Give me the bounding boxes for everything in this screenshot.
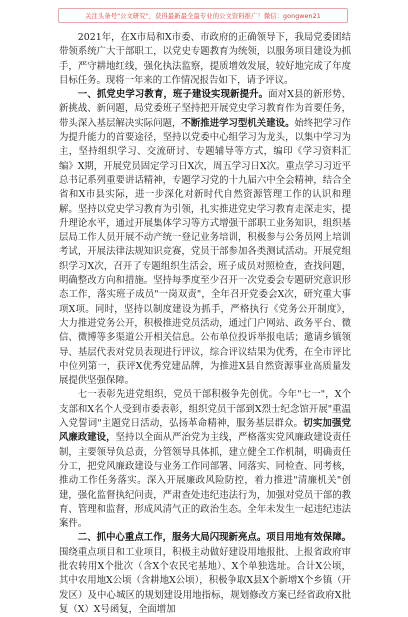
promo-banner-text: 关注头条号"公文研究"，获得最新最全最专业的公文资料推广！微信：gongwen21 [85, 13, 321, 20]
report-paragraph [59, 531, 351, 617]
body-text: 坚持以全面从严治党为主线，严格落实党风廉政建设责任制，主要领导负总责，分管领导具体抓，建立健全工作机制，明确责任分工，把党风廉政建设与业务工作同部署、同落实、同检查、同考核，推动工作任务落实。深入开展廉政风险防控，着力推进"清廉机关"创建，强化监督执纪问责，严肃查处违纪违法行为，加强对党员干部的教育、管理和监督，形成风清气正的政治生态。全年未发生一起违纪违法案件。 [59, 432, 351, 530]
body-text: 坚持每季度至少召开一次党委会专题研究意识形态工作，落实班子成员"一岗双责"，全年召开党委会X次，研究重大事项X项。同时，坚持以制度建设为抓手，严格执行《党务公开制度》，大力推进党务公开，积极推进党员活动，通过门户网站、政务平台、微信、微博等多渠道公开相关信息。公布单位投诉举报电话；邀请乡镇领导、基层代表对党员表现进行评议，综合评议结果为优秀，在全市评比中位列第一，获评X优秀党建品牌，为推进X县自然资源事业高质量发展提供坚强保障。 [59, 275, 351, 387]
report-body [59, 31, 351, 617]
report-paragraph [59, 388, 351, 531]
section-heading: 二、抓中心重点工作，服务大局闪现新亮点。项目用地有效保障。 [77, 532, 351, 544]
body-text: 始终把学习作为提升能力的首要途径，坚持以党委中心组学习为龙头，以集中学习为主，坚持组织学习、交流研讨、专题辅导等方式，编印《学习资料汇编》X期，开展党员固定学习日X次，周五学习日X次。重点学习习近平总书记系列重要讲话精神，专题学习党的十九届六中全会精神，结合全省和X市县实际，进一步深化对新时代自然资源管理工作的认识和理解。坚持以党史学习教育为引领，扎实推进党史学习教育走深走实，提升理论水平，通过开展集体学习等方式增强干部职工业务知识，组织基层局工作人员开展不动产统一登记业务培训，积极参与公务员网上培训考试，开展法律法规知识竞赛，党员干部参加各类测试活动。 [59, 117, 351, 258]
section-heading: 一、抓党史学习教育，班子建设实现新提升。 [77, 89, 269, 101]
bold-subheading: 不断推进学习型机关建设。 [181, 117, 295, 129]
body-text: 七一表彰先进党组织，党员干部积极争先创优。今年"七一"，X个支部和X名个人受到市委表彰，组织党员干部到X烈士纪念馆开展"重温入党誓词"主题党日活动，弘扬革命精神，服务基层群众。 [59, 389, 351, 430]
body-text: 围绕重点项目和工业项目，积极主动做好建设用地报批、上报省政府审批农转用X个批次（含X个农民宅基地）、X个单独选址。合计X公顷，其中农用地X公顷（含耕地X公顷），积极争取X县X个新增X个乡镇（开发区）及中心城区的规划建设用地指标，规划修改方案已经省政府X批复（X）X号函复，全面增加 [59, 546, 351, 615]
body-text: 开展党组织学习X次，召开了专题组织生活会，班子成员对照检查，查找问题，明确整改方向和措施。 [59, 246, 351, 287]
bold-subheading: 切实加强党风廉政建设， [59, 418, 351, 444]
report-paragraph [59, 31, 351, 88]
report-paragraph [59, 88, 351, 388]
promo-banner [58, 8, 348, 23]
body-text: 2021年，在X市局和X市委、市政府的正确领导下，我局党委团结带领系统广大干部职工，以党史专题教育为统领，以服务项目建设为抓手，严守耕地红线，强化执法监察，提质增效发展，较好地完成了年度目标任务。现将一年来的工作情况报告如下，请予评议。 [59, 32, 351, 86]
body-text: 面对X县的新形势、新挑战、新问题，局党委班子坚持把开展党史学习教育作为首要任务，带头深入基层解决实际问题， [59, 89, 351, 129]
